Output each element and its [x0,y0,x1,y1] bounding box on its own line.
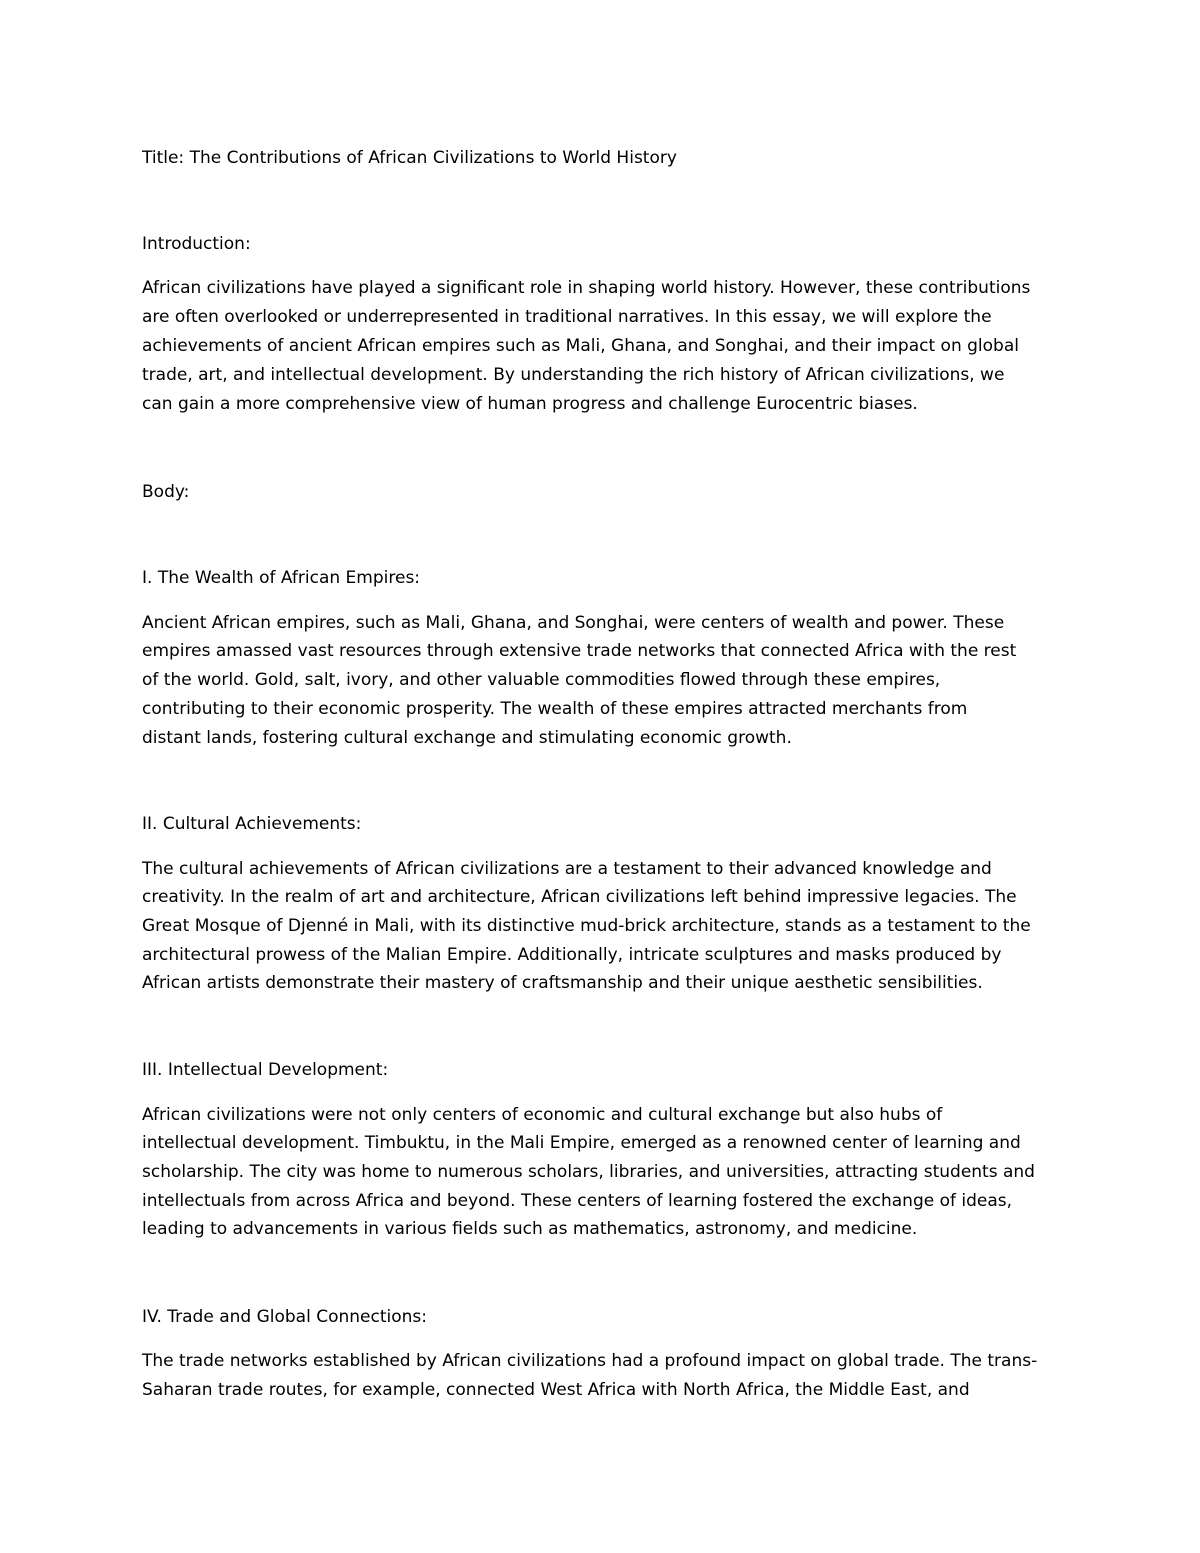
section-line: contributing to their economic prosperity. The wealth of these empires attracted merchants from [142,699,968,719]
section-line: distant lands, fostering cultural exchange and stimulating economic growth. [142,728,792,748]
section-line: intellectuals from across Africa and beyond. These centers of learning fostered the exchange of ideas, [142,1191,1013,1211]
section-line: Ancient African empires, such as Mali, Ghana, and Songhai, were centers of wealth and power. These [142,613,1005,633]
section-line: Great Mosque of Djenné in Mali, with its distinctive mud-brick architecture, stands as a testament to the [142,916,1031,936]
section-line: scholarship. The city was home to numerous scholars, libraries, and universities, attracting students and [142,1162,1035,1182]
section-heading: IV. Trade and Global Connections: [142,1307,427,1327]
intro-line: trade, art, and intellectual development. By understanding the rich history of African civilizations, we [142,365,1005,385]
intro-line: can gain a more comprehensive view of human progress and challenge Eurocentric biases. [142,394,918,414]
document-title: Title: The Contributions of African Civilizations to World History [142,148,677,168]
section-line: leading to advancements in various fields such as mathematics, astronomy, and medicine. [142,1219,918,1239]
section-line: creativity. In the realm of art and architecture, African civilizations left behind impressive legacies. The [142,887,1017,907]
section-line: architectural prowess of the Malian Empire. Additionally, intricate sculptures and masks produced by [142,945,1002,965]
section-line: Saharan trade routes, for example, connected West Africa with North Africa, the Middle East, and [142,1380,970,1400]
intro-line: are often overlooked or underrepresented in traditional narratives. In this essay, we will explore the [142,307,992,327]
section-line: The cultural achievements of African civilizations are a testament to their advanced knowledge and [142,859,992,879]
section-line: African civilizations were not only centers of economic and cultural exchange but also hubs of [142,1105,943,1125]
section-line: African artists demonstrate their mastery of craftsmanship and their unique aesthetic sensibilities. [142,973,983,993]
body-heading: Body: [142,482,190,502]
section-line: of the world. Gold, salt, ivory, and other valuable commodities flowed through these empires, [142,670,941,690]
intro-heading: Introduction: [142,234,251,254]
section-line: empires amassed vast resources through extensive trade networks that connected Africa with the rest [142,641,1017,661]
section-heading: III. Intellectual Development: [142,1060,389,1080]
section-line: intellectual development. Timbuktu, in the Mali Empire, emerged as a renowned center of learning and [142,1133,1021,1153]
section-heading: I. The Wealth of African Empires: [142,568,421,588]
section-heading: II. Cultural Achievements: [142,814,362,834]
section-line: The trade networks established by African civilizations had a profound impact on global trade. The trans- [142,1351,1038,1371]
intro-line: African civilizations have played a significant role in shaping world history. However, these contributions [142,278,1031,298]
intro-line: achievements of ancient African empires such as Mali, Ghana, and Songhai, and their impact on global [142,336,1019,356]
